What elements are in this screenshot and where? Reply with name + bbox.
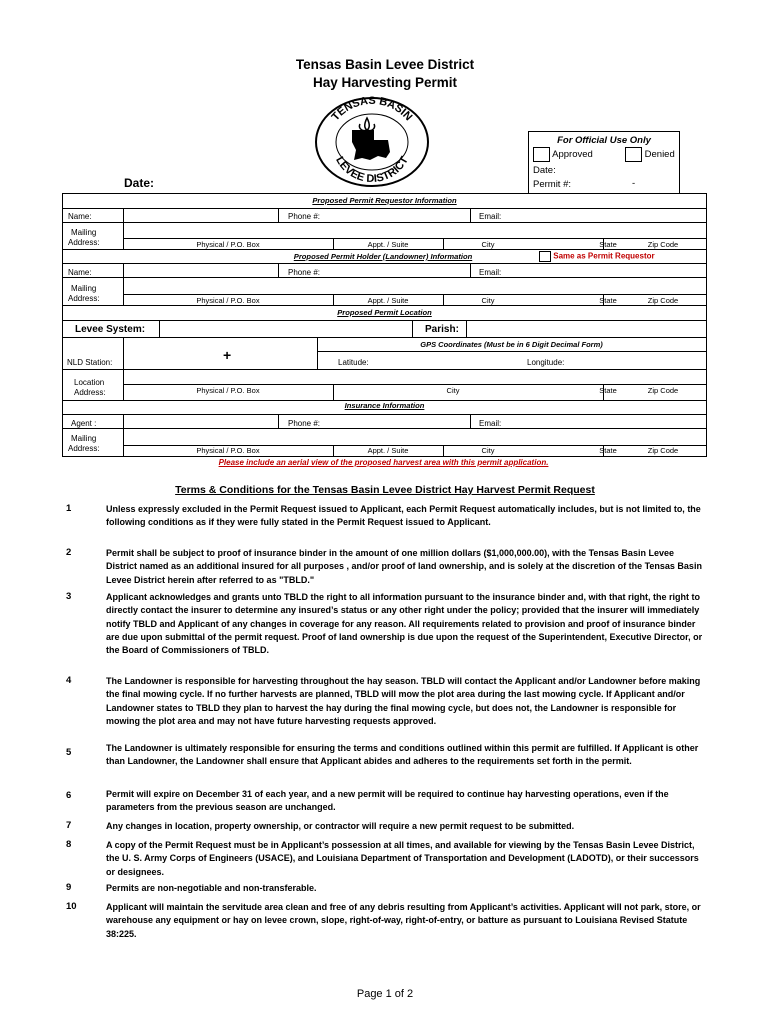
document-subtitle: Hay Harvesting Permit (312, 75, 458, 90)
location-state-caption: State (599, 386, 617, 395)
official-use-box (528, 131, 680, 194)
holder-suite-caption: Appt. / Suite (367, 296, 409, 305)
term-number: 3 (66, 591, 72, 602)
term-text: Unless expressly excluded in the Permit Request issued to Applicant, each Permit Request automatically includes, but is not limited to, the following conditions as if they were fully stated in the Permit Request issued to Applicant. (106, 504, 701, 528)
insurance-address-label: Address: (68, 444, 100, 453)
denied-label: Denied (644, 149, 675, 161)
insurance-phone-label: Phone #: (288, 419, 321, 428)
holder-state-caption: State (599, 296, 617, 305)
holder-zip-caption: Zip Code (647, 296, 679, 305)
holder-phone-label: Phone #: (288, 268, 321, 277)
requestor-city-caption: City (481, 240, 495, 249)
permit-number-dash: - (632, 178, 636, 189)
requestor-zip-caption: Zip Code (647, 240, 679, 249)
holder-heading: Proposed Permit Holder (Landowner) Information (293, 252, 473, 261)
requestor-state-caption: State (599, 240, 617, 249)
term-text: The Landowner is responsible for harvesting throughout the hay season. TBLD will contact the Applicant and/or Landowner before making the final mowing cycle. If no further harvests are planned, TBLD will mow the plot area during the last mowing cycle. If Applicant and/or Landowner states to TBLD they plan to harvest the hay during the final mowing cycle, but does not, the Landowner is responsible for mowing the plot area and may not have future harvesting requests approved. (106, 676, 701, 726)
requestor-email-label: Email: (479, 212, 502, 221)
holder-physical-caption: Physical / P.O. Box (196, 296, 260, 305)
term-text: Applicant acknowledges and grants unto TBLD the right to all information pursuant to the insurance binder and, with that right, the right to directly contact the insurer to determine any insured’s status or any other right under the policy; provided that the insurer will immediately notify TBLD and Applicant of any changes in coverage for any reason. All requirements related to provision and proof of insurance binder are due upon submittal of the permit request. Proof of land ownership is due upon the request of the Superintendent, Executive Director, or the Board of Commissioners of TBLD. (106, 592, 703, 656)
approved-checkbox[interactable] (533, 147, 550, 162)
term-text: A copy of the Permit Request must be in Applicant’s possession at all times, and available for viewing by the Tensas Basin Levee District, the U. S. Army Corps of Engineers (USACE), and Louisiana Department of Transportation and Development (LADOTD), or their successors or designees. (106, 840, 699, 877)
term-number: 6 (66, 790, 72, 801)
term-text: Applicant will maintain the servitude area clean and free of any debris resulting from Applicant’s activities. Applicant will not park, store, or warehouse any equipment or hay on levee crown, slope, right-of-way, right-of-entry, or batture as pursuant to Louisiana Revised Statute 38:225. (106, 902, 701, 939)
terms-title: Terms & Conditions for the Tensas Basin Levee District Hay Harvest Permit Request (175, 484, 595, 496)
holder-email-label: Email: (479, 268, 502, 277)
term-number: 9 (66, 882, 72, 893)
insurance-state-caption: State (599, 446, 617, 455)
levee-system-label: Levee System: (75, 324, 146, 335)
term-text: The Landowner is ultimately responsible for ensuring the terms and conditions outlined within this permit are fulfilled. If Applicant is other than Landowner, the Landowner shall ensure that Applicant abides and adheres to the requirements set forth in the permit. (106, 743, 699, 767)
nld-station-label: NLD Station: (67, 358, 113, 367)
location-zip-caption: Zip Code (647, 386, 679, 395)
requestor-suite-caption: Appt. / Suite (367, 240, 409, 249)
levee-district-seal (312, 96, 432, 188)
seal-top-text: TENSAS BASIN (329, 96, 415, 124)
location-heading: Proposed Permit Location (337, 308, 432, 317)
requestor-heading: Proposed Permit Requestor Information (312, 196, 457, 205)
permit-number-label: Permit #: (533, 179, 572, 190)
requestor-phone-label: Phone #: (288, 212, 321, 221)
longitude-label: Longitude: (527, 358, 565, 367)
permit-form (62, 193, 707, 457)
insurance-mailing-label: Mailing (71, 434, 97, 443)
official-use-heading: For Official Use Only (557, 135, 651, 146)
latitude-label: Latitude: (338, 358, 369, 367)
location-address-label: Address: (74, 388, 106, 397)
insurance-heading: Insurance Information (344, 401, 425, 410)
requestor-mailing-label: Mailing (71, 228, 97, 237)
seal-bottom-text: LEVEE DISTRICT (333, 154, 411, 186)
aerial-view-note: Please include an aerial view of the proposed harvest area with this permit application. (218, 458, 549, 467)
term-number: 10 (66, 901, 77, 912)
term-number: 8 (66, 839, 72, 850)
holder-mailing-label: Mailing (71, 284, 97, 293)
location-city-caption: City (446, 386, 460, 395)
holder-name-label: Name: (68, 268, 92, 277)
plus-mark: + (223, 347, 232, 363)
location-label: Location (74, 378, 105, 387)
term-number: 7 (66, 820, 72, 831)
term-number: 5 (66, 747, 72, 758)
insurance-physical-caption: Physical / P.O. Box (196, 446, 260, 455)
requestor-physical-caption: Physical / P.O. Box (196, 240, 260, 249)
document-title: Tensas Basin Levee District (295, 57, 475, 72)
page-number: Page 1 of 2 (356, 988, 414, 1000)
insurance-zip-caption: Zip Code (647, 446, 679, 455)
holder-city-caption: City (481, 296, 495, 305)
term-number: 4 (66, 675, 72, 686)
term-text: Permit shall be subject to proof of insurance binder in the amount of one million dollars ($1,000,000.00), with the Tensas Basin Levee District named as an additional insured for all purposes , and/or proof of land ownership, and is solely at the discretion of the Tensas Basin Levee District herein after referred to as "TBLD." (106, 548, 702, 585)
denied-checkbox[interactable] (625, 147, 642, 162)
official-date-label: Date: (533, 165, 556, 176)
agent-label: Agent : (71, 419, 97, 428)
approved-label: Approved (552, 149, 593, 161)
term-number: 1 (66, 503, 72, 514)
insurance-city-caption: City (481, 446, 495, 455)
term-text: Permit will expire on December 31 of each year, and a new permit will be required to continue hay harvesting operations, even if the parameters from the previous season are unchanged. (106, 789, 669, 813)
gps-caption: GPS Coordinates (Must be in 6 Digit Decimal Form) (420, 340, 603, 349)
term-number: 2 (66, 547, 72, 558)
insurance-suite-caption: Appt. / Suite (367, 446, 409, 455)
same-as-requestor-label: Same as Permit Requestor (553, 251, 655, 261)
date-label: Date: (124, 176, 155, 190)
parish-label: Parish: (425, 324, 459, 335)
term-text: Any changes in location, property ownership, or contractor will require a new permit request to be submitted. (106, 821, 575, 831)
requestor-address-label: Address: (68, 238, 100, 247)
location-physical-caption: Physical / P.O. Box (196, 386, 260, 395)
holder-address-label: Address: (68, 294, 100, 303)
same-as-requestor-checkbox[interactable] (539, 251, 551, 262)
insurance-email-label: Email: (479, 419, 502, 428)
term-text: Permits are non-negotiable and non-transferable. (106, 883, 317, 893)
requestor-name-label: Name: (68, 212, 92, 221)
